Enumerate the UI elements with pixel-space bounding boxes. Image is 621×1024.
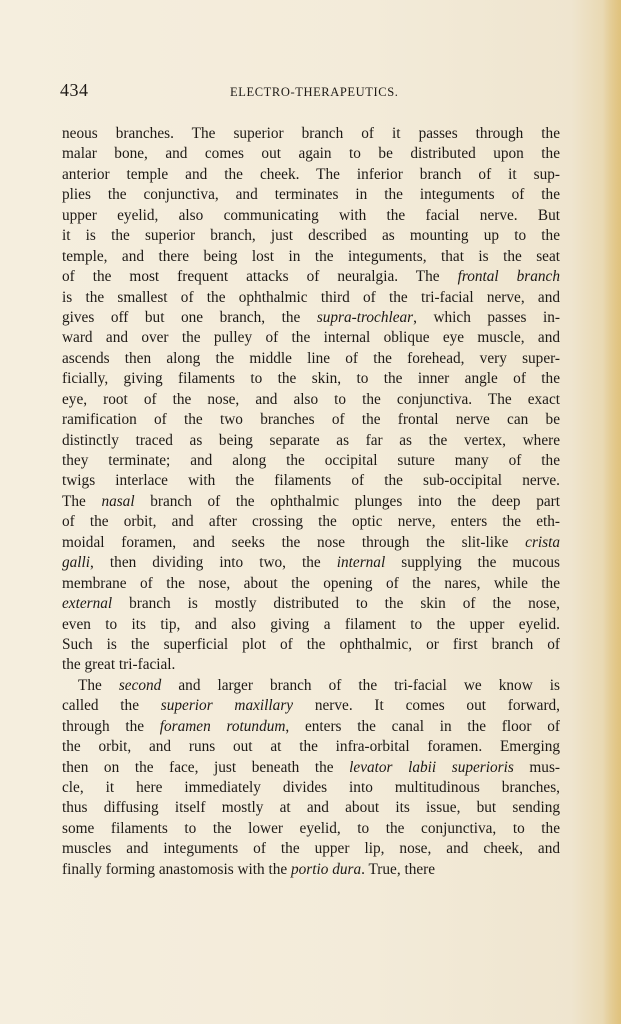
- text-line: [62, 533, 560, 553]
- text-line: [62, 226, 560, 246]
- italic-term: supra-trochlear: [316, 308, 414, 326]
- text-line: [62, 390, 560, 410]
- text-line: [62, 778, 560, 798]
- text-run: eye, root of the nose, and also to the conjunctiva. The exact: [62, 390, 560, 408]
- text-line: [62, 512, 560, 532]
- text-run: finally forming anastomosis with the: [62, 860, 291, 878]
- text-run: . True, there: [361, 860, 436, 878]
- text-run: through the: [62, 717, 160, 735]
- text-line: [62, 758, 560, 778]
- text-line: [62, 594, 560, 614]
- italic-term: levator labii superioris: [349, 758, 514, 776]
- text-line: [62, 410, 560, 430]
- text-line: [62, 185, 560, 205]
- text-line: [62, 717, 560, 737]
- text-run: thus diffusing itself mostly at and about its issue, but sending: [62, 799, 560, 817]
- text-run: anterior temple and the cheek. The inferior branch of it sup-: [62, 165, 560, 183]
- text-run: upper eyelid, also communicating with the facial nerve. But: [62, 206, 560, 224]
- text-run: ward and over the pulley of the internal oblique eye muscle, and: [62, 329, 560, 347]
- text-run: ascends then along the middle line of the forehead, very super-: [62, 349, 560, 367]
- text-run: gives off but one branch, the: [62, 308, 317, 326]
- text-line: [62, 144, 560, 164]
- text-line: [62, 308, 560, 328]
- text-line: [62, 655, 560, 675]
- text-run: they terminate; and along the occipital suture many of the: [62, 452, 560, 469]
- text-line: [62, 839, 560, 859]
- text-run: branch of the ophthalmic plunges into the deep part: [134, 492, 560, 510]
- text-run: mus-: [513, 758, 560, 776]
- text-run: nerve. It comes out forward,: [293, 697, 560, 715]
- text-line: [62, 247, 560, 267]
- text-line: [62, 349, 560, 369]
- italic-term: foramen rotundum: [159, 717, 286, 735]
- italic-term: portio dura: [291, 860, 362, 878]
- text-line: [62, 635, 560, 655]
- text-run: , which passes in-: [413, 308, 560, 326]
- text-run: of the most frequent attacks of neuralgia. The: [62, 268, 458, 286]
- text-line: [62, 206, 560, 226]
- text-run: distinctly traced as being separate as far as the vertex, where: [62, 431, 560, 449]
- text-run: neous branches. The superior branch of it passes through the: [62, 125, 560, 142]
- text-line: [62, 288, 560, 308]
- text-run: The: [78, 676, 119, 694]
- text-run: temple, and there being lost in the integuments, that is the seat: [62, 247, 560, 265]
- text-line: [62, 676, 560, 696]
- text-run: then on the face, just beneath the: [62, 758, 350, 776]
- text-line: [62, 737, 560, 757]
- text-run: moidal foramen, and seeks the nose through the slit-like: [62, 533, 526, 551]
- italic-term: nasal: [101, 492, 135, 510]
- text-run: called the: [62, 697, 161, 715]
- text-run: The: [62, 492, 102, 510]
- text-run: even to its tip, and also giving a filament to the upper eyelid.: [62, 615, 560, 633]
- text-run: is the smallest of the ophthalmic third of the tri-facial nerve, and: [62, 288, 560, 306]
- text-run: some filaments to the lower eyelid, to the conjunctiva, to the: [62, 819, 560, 837]
- text-run: cle, it here immediately divides into multitudinous branches,: [62, 779, 560, 796]
- text-run: branch is mostly distributed to the skin of the nose,: [112, 595, 560, 613]
- text-line: [62, 798, 560, 818]
- text-line: [62, 574, 560, 594]
- text-run: ramification of the two branches of the frontal nerve can be: [62, 411, 560, 429]
- text-run: muscles and integuments of the upper lip, nose, and cheek, and: [62, 840, 560, 858]
- italic-term: galli: [62, 554, 91, 572]
- text-line: [62, 860, 560, 880]
- italic-term: external: [62, 595, 113, 613]
- text-line: [62, 819, 560, 839]
- italic-term: internal: [336, 554, 386, 572]
- text-run: Such is the superficial plot of the ophthalmic, or first branch of: [62, 635, 560, 653]
- text-run: malar bone, and comes out again to be distributed upon the: [62, 145, 560, 163]
- text-run: , enters the canal in the floor of: [285, 717, 560, 735]
- italic-term: frontal branch: [457, 268, 560, 286]
- page-number: 434: [60, 80, 89, 100]
- text-run: and larger branch of the tri-facial we know is: [161, 676, 560, 694]
- text-run: ficially, giving filaments to the skin, to the inner angle of the: [62, 370, 560, 388]
- body-text: [62, 124, 560, 880]
- text-line: [62, 431, 560, 451]
- italic-term: second: [118, 676, 162, 694]
- text-run: , then dividing into two, the: [90, 554, 337, 572]
- text-run: it is the superior branch, just described as mounting up to the: [62, 227, 560, 245]
- text-line: [62, 369, 560, 389]
- italic-term: superior maxillary: [160, 697, 294, 715]
- text-line: [62, 451, 560, 471]
- text-line: [62, 328, 560, 348]
- text-run: the orbit, and runs out at the infra-orbital foramen. Emerging: [62, 738, 560, 756]
- text-run: plies the conjunctiva, and terminates in the integuments of the: [62, 186, 560, 204]
- text-line: [62, 124, 560, 144]
- text-run: twigs interlace with the filaments of the sub-occipital nerve.: [62, 472, 560, 490]
- running-head: ELECTRO-THERAPEUTICS.: [230, 85, 399, 99]
- text-line: [62, 553, 560, 573]
- text-line: [62, 471, 560, 491]
- page-header: [60, 80, 580, 104]
- text-run: of the orbit, and after crossing the optic nerve, enters the eth-: [62, 513, 560, 531]
- text-line: [62, 615, 560, 635]
- text-line: [62, 492, 560, 512]
- text-line: [62, 267, 560, 287]
- text-run: the great tri-facial.: [62, 656, 176, 674]
- text-run: membrane of the nose, about the opening of the nares, while the: [62, 574, 560, 592]
- text-run: supplying the mucous: [385, 554, 560, 572]
- text-line: [62, 165, 560, 185]
- text-line: [62, 696, 560, 716]
- italic-term: crista: [525, 533, 560, 551]
- page-edge-shadow: [603, 0, 621, 1024]
